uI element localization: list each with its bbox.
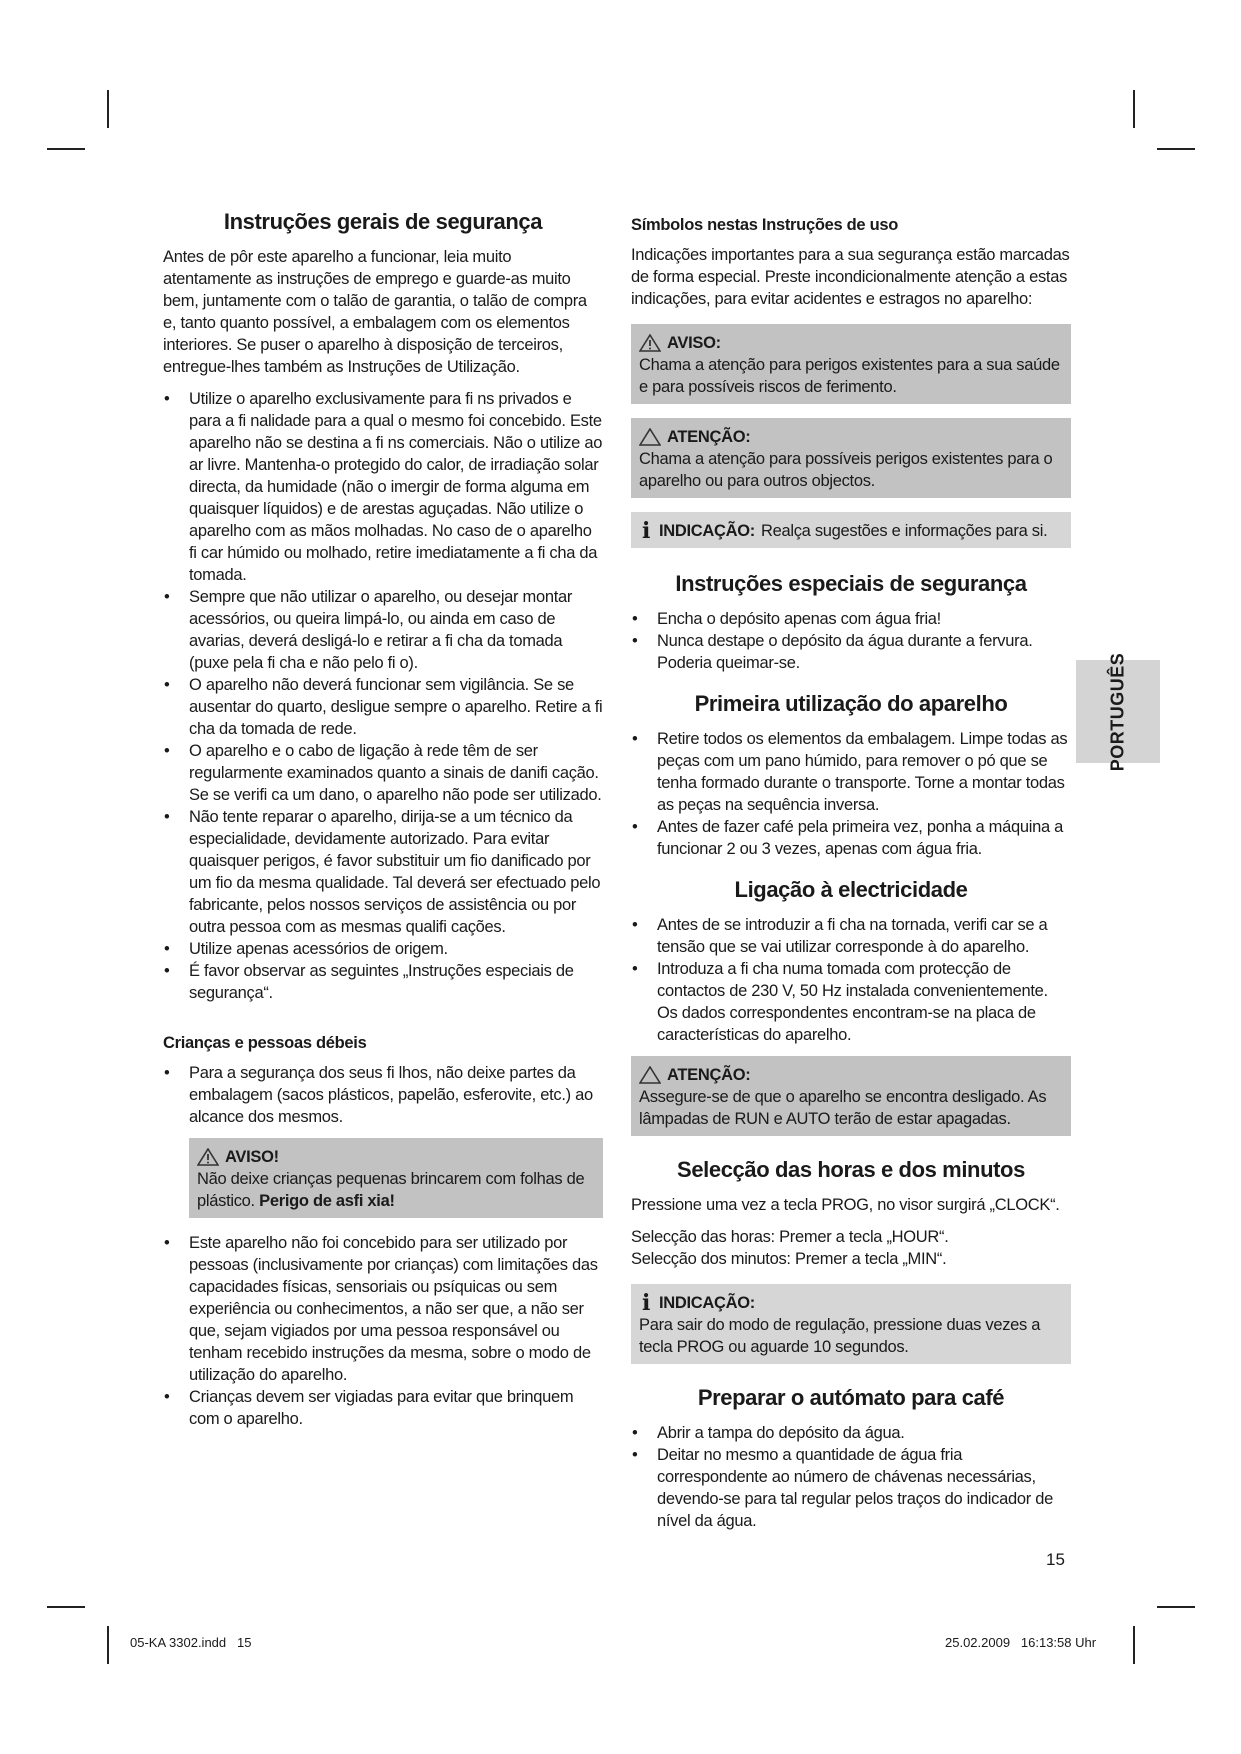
info-icon: i <box>641 1290 651 1316</box>
aviso-text: Chama a atenção para perigos existentes para a sua saúde e para possíveis riscos de ferimento. <box>639 356 1060 396</box>
aviso-box <box>189 1138 603 1218</box>
list-item: • Antes de se introduzir a fi cha na tornada, verifi car se a tensão que se vai utilizar corresponde à do aparelho. <box>631 914 1071 958</box>
footer-timestamp: 25.02.2009 16:13:58 Uhr <box>945 1635 1097 1650</box>
children-list <box>163 1062 603 1128</box>
prepare-list <box>631 1422 1071 1532</box>
indicacao-label: INDICAÇÃO: <box>659 522 755 540</box>
symbols-intro: Indicações importantes para a sua segurança estão marcadas de forma especial. Preste incondicionalmente atenção a estas indicações, para evitar acidentes e estragos no aparelho: <box>631 246 1070 308</box>
first-use-title: Primeira utilização do aparelho <box>694 691 1008 716</box>
list-item: • Encha o depósito apenas com água fria! <box>631 608 1071 630</box>
atencao-label: ATENÇÃO: <box>667 428 751 446</box>
symbols-heading: Símbolos nestas Instruções de uso <box>631 216 899 234</box>
minute-setting-text: Selecção dos minutos: Premer a tecla „MIN“. <box>631 1250 947 1268</box>
caution-triangle-icon <box>639 1066 661 1084</box>
special-safety-title: Instruções especiais de segurança <box>675 571 1027 596</box>
prepare-title: Preparar o autómato para café <box>697 1385 1005 1410</box>
caution-triangle-icon <box>639 428 661 446</box>
page-number: 15 <box>1046 1550 1065 1569</box>
list-item: • Nunca destape o depósito da água durante a fervura. Poderia queimar-se. <box>631 630 1071 674</box>
list-item: • Não tente reparar o aparelho, dirija-se a um técnico da especialidade, devidamente autorizado. Para evitar quaisquer perigos, é favor substituir um fio danificado por um fio da mesma qualidade. Tal deverá ser efectuado pelo fabricante, pelos nossos serviços de assistência ou por outra pessoa com as mesmas qualifi cações. <box>163 806 603 938</box>
special-safety-list <box>631 608 1071 674</box>
list-item: • Utilize o aparelho exclusivamente para fi ns privados e para a fi nalidade para a qual o mesmo foi concebido. Este aparelho não se destina a fi ns comerciais. Não o utilize ao ar livre. Mantenha-o protegido do calor, de irradiação solar directa, da humidade (não o imergir de forma alguma em quaisquer líquidos) e de arestas aguçadas. Não utilize o aparelho com as mãos molhadas. No caso de o aparelho fi car húmido ou molhado, retire imediatamente a fi cha da tomada. <box>163 388 603 586</box>
general-safety-title: Instruções gerais de segurança <box>223 209 543 234</box>
list-item: • Introduza a fi cha numa tomada com protecção de contactos de 230 V, 50 Hz instalada convenientemente. Os dados correspondentes encontram-se na placa de características do aparelho. <box>631 958 1071 1046</box>
list-item: • Utilize apenas acessórios de origem. <box>163 938 603 960</box>
list-item: • É favor observar as seguintes „Instruções especiais de segurança“. <box>163 960 603 1004</box>
aviso-label: AVISO! <box>225 1148 279 1166</box>
info-icon: i <box>641 518 651 544</box>
warning-triangle-icon <box>639 334 661 352</box>
general-safety-intro: Antes de pôr este aparelho a funcionar, leia muito atentamente as instruções de emprego e guarde-as muito bem, juntamente com o talão de garantia, o talão de compra e, tanto quanto possível, a embalagem com os elementos interiores. Se puser o aparelho à disposição de terceiros, entregue-lhes também as Instruções de Utilização. <box>163 248 587 376</box>
crop-mark <box>1133 90 1135 128</box>
list-item: • O aparelho e o cabo de ligação à rede têm de ser regularmente examinados quanto a sinais de danifi cação. Se se verifi ca um dano, o aparelho não pode ser utilizado. <box>163 740 603 806</box>
right-column <box>631 214 1071 1542</box>
atencao-label: ATENÇÃO: <box>667 1066 751 1084</box>
time-paragraph: Pressione uma vez a tecla PROG, no visor surgirá „CLOCK“. <box>631 1196 1060 1214</box>
atencao-text: Assegure-se de que o aparelho se encontra desligado. As lâmpadas de RUN e AUTO terão de estar apagadas. <box>639 1088 1047 1128</box>
aviso-box <box>631 324 1071 404</box>
children-list-2 <box>163 1232 603 1430</box>
hour-setting-text: Selecção das horas: Premer a tecla „HOUR“. <box>631 1228 949 1246</box>
language-tab <box>1076 652 1160 771</box>
crop-mark <box>1133 1626 1135 1664</box>
time-setting-title: Selecção das horas e dos minutos <box>677 1157 1025 1182</box>
atencao-box <box>631 418 1071 498</box>
list-item: • Retire todos os elementos da embalagem. Limpe todas as peças com um pano húmido, para remover o pó que se tenha formado durante o transporte. Torne a montar todas as peças na sequência inversa. <box>631 728 1071 816</box>
indicacao-text: Realça sugestões e informações para si. <box>761 522 1048 540</box>
crop-mark <box>107 1626 109 1664</box>
indicacao-box <box>631 512 1071 548</box>
left-column <box>163 208 603 1440</box>
footer-file-info: 05-KA 3302.indd 15 <box>130 1635 252 1650</box>
indicacao-label: INDICAÇÃO: <box>659 1294 755 1312</box>
crop-mark <box>1157 148 1195 150</box>
crop-mark <box>47 148 85 150</box>
atencao-text: Chama a atenção para possíveis perigos existentes para o aparelho ou para outros objectos. <box>639 450 1053 490</box>
aviso-label: AVISO: <box>667 334 721 352</box>
crop-mark <box>107 90 109 128</box>
list-item: • Sempre que não utilizar o aparelho, ou desejar montar acessórios, ou queira limpá-lo, ou ainda em caso de avarias, deverá desligá-lo e retirar a fi cha da tomada (puxe pela fi cha e não pelo fi o). <box>163 586 603 674</box>
aviso-text: Não deixe crianças pequenas brincarem com folhas de plástico. <box>197 1170 585 1210</box>
list-item: • Antes de fazer café pela primeira vez, ponha a máquina a funcionar 2 ou 3 vezes, apenas com água fria. <box>631 816 1071 860</box>
indicacao-text: Para sair do modo de regulação, pressione duas vezes a tecla PROG ou aguarde 10 segundos. <box>639 1316 1041 1356</box>
general-safety-list <box>163 388 603 1004</box>
electricity-title: Ligação à electricidade <box>734 877 968 902</box>
list-item: • Este aparelho não foi concebido para ser utilizado por pessoas (inclusivamente por crianças) com limitações das capacidades físicas, sensoriais ou psíquicas ou sem experiência ou conhecimentos, a não ser que, a não ser que, sejam vigiados por uma pessoa responsável ou tenham recebido instruções da mesma, sobre o modo de utilização do aparelho. <box>163 1232 603 1386</box>
children-heading: Crianças e pessoas débeis <box>163 1034 367 1052</box>
crop-mark <box>47 1606 85 1608</box>
crop-mark <box>1157 1606 1195 1608</box>
list-item: • Abrir a tampa do depósito da água. <box>631 1422 1071 1444</box>
warning-triangle-icon <box>197 1148 219 1166</box>
list-item: • Para a segurança dos seus fi lhos, não deixe partes da embalagem (sacos plásticos, papelão, esferovite, etc.) ao alcance dos mesmos. <box>163 1062 603 1128</box>
list-item: • Crianças devem ser vigiadas para evitar que brinquem com o aparelho. <box>163 1386 603 1430</box>
indicacao-box <box>631 1284 1071 1364</box>
aviso-bold-text: Perigo de asfi xia! <box>259 1192 395 1210</box>
first-use-list <box>631 728 1071 860</box>
list-item: • Deitar no mesmo a quantidade de água fria correspondente ao número de chávenas necessárias, devendo-se para tal regular pelos traços do indicador de nível da água. <box>631 1444 1071 1532</box>
list-item: • O aparelho não deverá funcionar sem vigilância. Se se ausentar do quarto, desligue sempre o aparelho. Retire a fi cha da tomada de rede. <box>163 674 603 740</box>
electricity-list <box>631 914 1071 1046</box>
language-tab-label: PORTUGUÊS <box>1107 652 1128 771</box>
atencao-box <box>631 1056 1071 1136</box>
